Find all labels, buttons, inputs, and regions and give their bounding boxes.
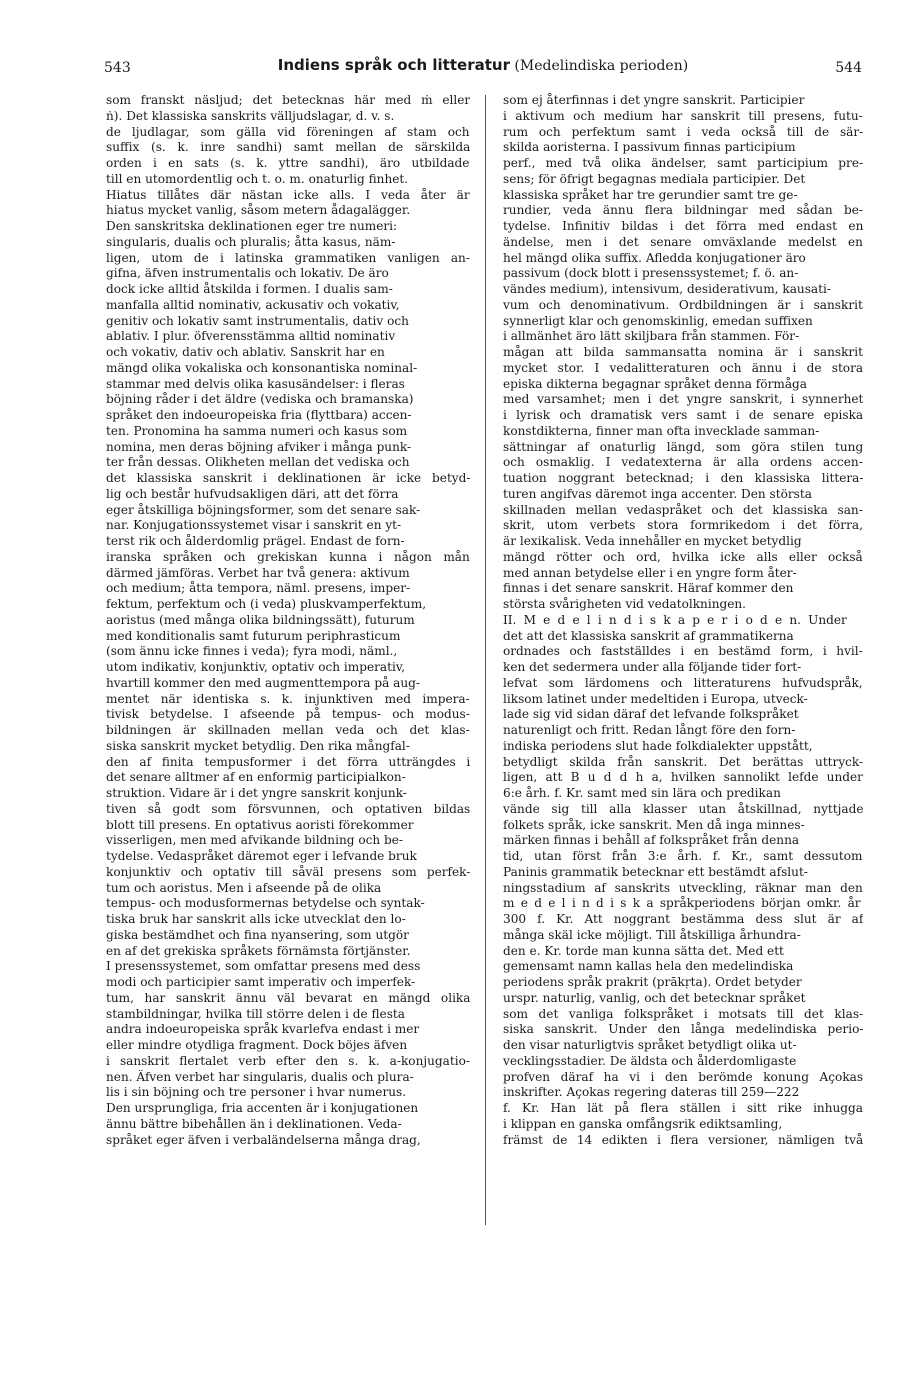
text-line: modi och participier samt imperativ och imperfek- [106, 975, 416, 989]
text-line: ligen, utom de i latinska grammatiken vanligen an- [106, 250, 470, 265]
text-line: fektum, perfektum och (i veda) pluskvamperfektum, [106, 597, 427, 611]
text-line: orden i en sats (s. k. yttre sandhi), äro utbildade [106, 156, 470, 170]
text-line: eger åtskilliga böjningsformer, som det senare sak- [106, 502, 421, 517]
text-line: ändelse, men i det senare omväxlande medelst en [503, 234, 863, 249]
text-line: den visar naturligtvis språket betydligt olika ut- [503, 1038, 797, 1052]
text-line: tivisk betydelse. I afseende på tempus- och modus- [106, 707, 470, 722]
text-line: tiska bruk har sanskrit alls icke utvecklat den lo- [106, 912, 406, 926]
text-line: ningsstadium af sanskrits utveckling, räknar man den [503, 880, 863, 895]
text-line: synnerligt klar och genomskinlig, emedan suffixen [503, 313, 813, 328]
text-line: rum och perfektum samt i veda också till de sär- [503, 124, 863, 139]
text-line: mentet när identiska s. k. injunktiven med impera- [106, 691, 470, 706]
text-line: Den ursprungliga, fria accenten är i konjugationen [106, 1101, 419, 1115]
text-line: tid, utan först från 3:e årh. f. Kr., samt dessutom [503, 849, 863, 863]
text-line: tuation noggrant betecknad; i den klassiska littera- [503, 471, 863, 485]
text-line: f. Kr. Han lät på flera ställen i sitt rike inhugga [503, 1101, 863, 1115]
text-line: mycket stor. I vedalitteraturen och ännu i de stora [503, 360, 863, 375]
text-line: tydelse. Vedaspråket däremot eger i lefvande bruk [106, 849, 417, 863]
text-line: därmed jämföras. Verbet har två genera: aktivum [106, 565, 410, 580]
text-line: lig och består hufvudsakligen däri, att det förra [106, 486, 399, 501]
column-divider [485, 95, 486, 1225]
text-line: urspr. naturlig, vanlig, och det betecknar språket [503, 990, 806, 1005]
text-line: ordnades och fastställdes i en bestämd form, i hvil- [503, 644, 863, 659]
text-line: turen angifvas däremot inga accenter. Den största [503, 486, 812, 501]
text-line: många skäl icke möjligt. Till åtskilliga århundra- [503, 927, 801, 942]
text-line: siska sanskrit mycket betydlig. Den rika mångfal- [106, 738, 410, 753]
text-line: tum, har sanskrit ännu väl bevarat en mängd olika [106, 990, 470, 1005]
text-line: de ljudlagar, som gälla vid föreningen af stam och [106, 124, 470, 139]
text-line: m e d e l i n d i s k a språkperiodens början omkr. år [503, 896, 861, 911]
running-title [104, 56, 862, 74]
text-line: betydligt skilda från sanskrit. Det berättas uttryck- [503, 754, 863, 769]
text-line: aoristus (med många olika bildningssätt), futurum [106, 612, 415, 627]
text-line: stammar med delvis olika kasusändelser: i fleras [106, 376, 405, 391]
text-line: episka dikterna begagnar språket denna förmåga [503, 376, 807, 391]
text-line: i lyrisk och dramatisk vers samt i de senare episka [503, 408, 863, 422]
text-line: ten. Pronomina ha samma numeri och kasus som [106, 423, 408, 438]
text-line: blott till presens. En optativus aoristi förekommer [106, 817, 414, 832]
text-line: liksom latinet under medeltiden i Europa, utveck- [503, 691, 808, 706]
text-line: det klassiska sanskrit i deklinationen är icke betyd- [106, 471, 470, 485]
text-line: skillnaden mellan vedaspråket och det klassiska san- [503, 502, 863, 517]
text-line: lade sig vid sidan däraf det lefvande folkspråket [503, 707, 799, 722]
text-line: ṅ). Det klassiska sanskrits välljudslagar, d. v. s. [106, 108, 395, 123]
text-line: genitiv och lokativ samt instrumentalis, dativ och [106, 313, 409, 328]
text-line: bildningen är skillnaden mellan veda och det klas- [106, 723, 470, 737]
text-line: 300 f. Kr. Att noggrant bestämma dess slut är af [503, 912, 863, 926]
text-line: med konditionalis samt futurum periphrasticum [106, 628, 401, 643]
page-number-left: 543 [104, 60, 131, 76]
text-line: och vokativ, dativ och ablativ. Sanskrit har en [106, 345, 385, 359]
text-line: med varsamhet; men i det yngre sanskrit, i synnerhet [503, 392, 863, 407]
text-line: dock icke alltid åtskilda i formen. I dualis sam- [106, 282, 393, 296]
text-line: klassiska språket har tre gerundier samt tre ge- [503, 187, 798, 202]
text-line: mågan att bilda sammansatta nomina är i sanskrit [503, 345, 863, 359]
text-line: (som ännu icke finnes i veda); fyra modi, näml., [106, 644, 398, 659]
text-line: vum och denominativum. Ordbildningen är i sanskrit [503, 297, 863, 312]
text-line: den af finita tempusformer i det förra utträngdes i [106, 754, 470, 769]
text-line: i klippan en ganska omfångsrik ediktsamling, [503, 1116, 783, 1131]
text-line: profven däraf ha vi i den berömde konung Açokas [503, 1069, 863, 1084]
text-line: vände sig till alla klasser utan åtskillnad, nyttjade [503, 801, 863, 816]
text-line: det senare alltmer af en enformig participialkon- [106, 770, 406, 785]
text-line: manfalla alltid nominativ, ackusativ och vokativ, [106, 297, 400, 312]
text-line: lefvat som lärdomens och litteraturens hufvudspråk, [503, 675, 863, 690]
text-line: nen. Äfven verbet har singularis, dualis och plura- [106, 1069, 414, 1084]
page-number-right: 544 [835, 60, 862, 76]
text-line: vändes medium), intensivum, desiderativum, kausati- [503, 282, 831, 296]
text-line: tum och aoristus. Men i afseende på de olika [106, 880, 382, 895]
text-line: struktion. Vidare är i det yngre sanskrit konjunk- [106, 786, 407, 800]
text-line: nomina, men deras böjning afviker i många punk- [106, 439, 412, 454]
page-header [104, 56, 862, 80]
text-line: giska bestämdhet och fina nyansering, som utgör [106, 927, 409, 942]
text-line: skilda aoristerna. I passivum finnas participium [503, 140, 796, 155]
text-line: 6:e årh. f. Kr. samt med sin lära och predikan [503, 786, 781, 800]
text-line: ligen, att B u d d h a, hvilken sannolikt lefde under [503, 770, 863, 785]
text-line: inskrifter. Açokas regering dateras till 259—222 [503, 1085, 800, 1100]
text-line: lis i sin böjning och tre personer i hvar numerus. [106, 1085, 407, 1100]
text-line: och medium; åtta tempora, näml. presens, imper- [106, 581, 411, 596]
text-line: som franskt näsljud; det betecknas här med ṁ eller [106, 93, 470, 107]
text-line: utom indikativ, konjunktiv, optativ och imperativ, [106, 660, 406, 674]
text-line: andra indoeuropeiska språk kvarlefva endast i mer [106, 1022, 420, 1037]
text-line: en af det grekiska språkets förnämsta förtjänster. [106, 943, 411, 958]
text-line: passivum (dock blott i presenssystemet; f. ö. an- [503, 266, 799, 281]
text-line: hiatus mycket vanlig, såsom metern ådagalägger. [106, 203, 411, 218]
text-line: perf., med två olika ändelser, samt participium pre- [503, 156, 863, 170]
text-line: som det vanliga folkspråket i motsats till det klas- [503, 1006, 863, 1021]
text-line: är lexikalisk. Veda innehåller en mycket betydlig [503, 534, 802, 548]
text-line: visserligen, men med afvikande bildning och be- [106, 833, 404, 848]
text-line: rundier, veda ännu flera bildningar med sådan be- [503, 203, 863, 218]
text-line: periodens språk prakrit (prākṛta). Ordet betyder [503, 975, 802, 989]
text-line: Den sanskritska deklinationen eger tre numeri: [106, 219, 398, 233]
text-line: i sanskrit flertalet verb efter den s. k. a-konjugatio- [106, 1053, 470, 1068]
text-line: som ej återfinnas i det yngre sanskrit. Participier [503, 93, 805, 107]
text-line: konstdikterna, finner man ofta invecklade samman- [503, 423, 820, 438]
text-line: II. M e d e l i n d i s k a p e r i o d e n. Under [503, 612, 847, 627]
text-line: hvartill kommer den med augmenttempora på aug- [106, 675, 420, 690]
text-line: konjunktiv och optativ till såväl presens som perfek- [106, 864, 470, 879]
right-text-column [503, 93, 863, 1148]
text-line: märken finnas i behåll af folkspråket från denna [503, 833, 800, 848]
text-line: den e. Kr. torde man kunna sätta det. Med ett [503, 943, 784, 958]
text-line: tempus- och modusformernas betydelse och syntak- [106, 896, 425, 911]
text-line: folkets språk, icke sanskrit. Men då inga minnes- [503, 817, 805, 832]
text-line: främst de 14 edikten i flera versioner, nämligen två [503, 1132, 863, 1147]
text-line: terst rik och ålderdomlig prägel. Endast de forn- [106, 534, 405, 548]
running-title-sub: (Medelindiska perioden) [509, 58, 689, 74]
text-line: sens; för öfrigt begagnas mediala participier. Det [503, 171, 806, 186]
text-line: ännu bättre bibehållen än i deklinationen. Veda- [106, 1116, 402, 1131]
text-line: naturenligt och fritt. Redan långt före den forn- [503, 723, 796, 737]
text-line: det att det klassiska sanskrit af grammatikerna [503, 628, 794, 643]
text-line: med annan betydelse eller i en yngre form åter- [503, 565, 797, 580]
text-line: största svårigheten vid vedatolkningen. [503, 597, 747, 611]
running-title-main: Indiens språk och litteratur [277, 56, 510, 74]
text-line: ablativ. I plur. öfverensstämma alltid nominativ [106, 329, 396, 344]
text-line: böjning råder i det äldre (vediska och bramanska) [106, 392, 414, 407]
text-line: nar. Konjugationssystemet visar i sanskrit en yt- [106, 518, 402, 533]
text-line: mängd rötter och ord, hvilka icke alls eller också [503, 549, 863, 564]
text-line: tydelse. Infinitiv bildas i det förra med endast en [503, 219, 863, 233]
text-line: gemensamt namn kallas hela den medelindiska [503, 959, 794, 974]
text-line: finnas i det senare sanskrit. Häraf kommer den [503, 581, 794, 596]
text-line: siska sanskrit. Under den långa medelindiska perio- [503, 1022, 863, 1037]
text-line: gifna, äfven instrumentalis och lokativ. De äro [106, 266, 389, 281]
text-line: ken det sedermera under alla följande tider fort- [503, 660, 802, 674]
text-line: indiska periodens slut hade folkdialekter uppstått, [503, 738, 813, 753]
text-line: eller mindre otydliga fragment. Dock böjes äfven [106, 1038, 408, 1052]
text-line: ter från dessas. Olikheten mellan det vediska och [106, 455, 410, 470]
text-line: I presenssystemet, som omfattar presens med dess [106, 959, 421, 974]
text-line: singularis, dualis och pluralis; åtta kasus, näm- [106, 234, 396, 249]
text-line: Hiatus tillåtes där nästan icke alls. I veda åter är [106, 187, 470, 202]
text-line: i allmänhet äro lätt skiljbara från stammen. För- [503, 329, 800, 344]
text-line: hel mängd olika suffix. Afledda konjugationer äro [503, 250, 806, 265]
text-line: sättningar af onaturlig längd, som göra stilen tung [503, 439, 863, 454]
text-line: och osmaklig. I vedatexterna är alla ordens accen- [503, 455, 863, 470]
text-line: språket den indoeuropeiska fria (flyttbara) accen- [106, 408, 412, 422]
text-line: stambildningar, hvilka till större delen i de flesta [106, 1006, 405, 1021]
text-line: suffix (s. k. inre sandhi) samt mellan de särskilda [106, 140, 470, 155]
text-line: till en utomordentlig och t. o. m. onaturlig finhet. [106, 171, 409, 186]
text-line: Paninis grammatik betecknar ett bestämdt afslut- [503, 864, 808, 879]
left-text-column [106, 93, 470, 1148]
text-line: i aktivum och medium har sanskrit till presens, futu- [503, 108, 863, 123]
text-line: språket eger äfven i verbaländelserna många drag, [106, 1132, 421, 1147]
text-line: mängd olika vokaliska och konsonantiska nominal- [106, 360, 418, 375]
text-line: tiven så godt som försvunnen, och optativen bildas [106, 801, 470, 816]
text-line: vecklingsstadier. De äldsta och ålderdomligaste [503, 1053, 797, 1068]
text-line: skrit, utom verbets stora formrikedom i det förra, [503, 518, 863, 533]
text-line: iranska språken och grekiskan kunna i någon mån [106, 549, 470, 564]
